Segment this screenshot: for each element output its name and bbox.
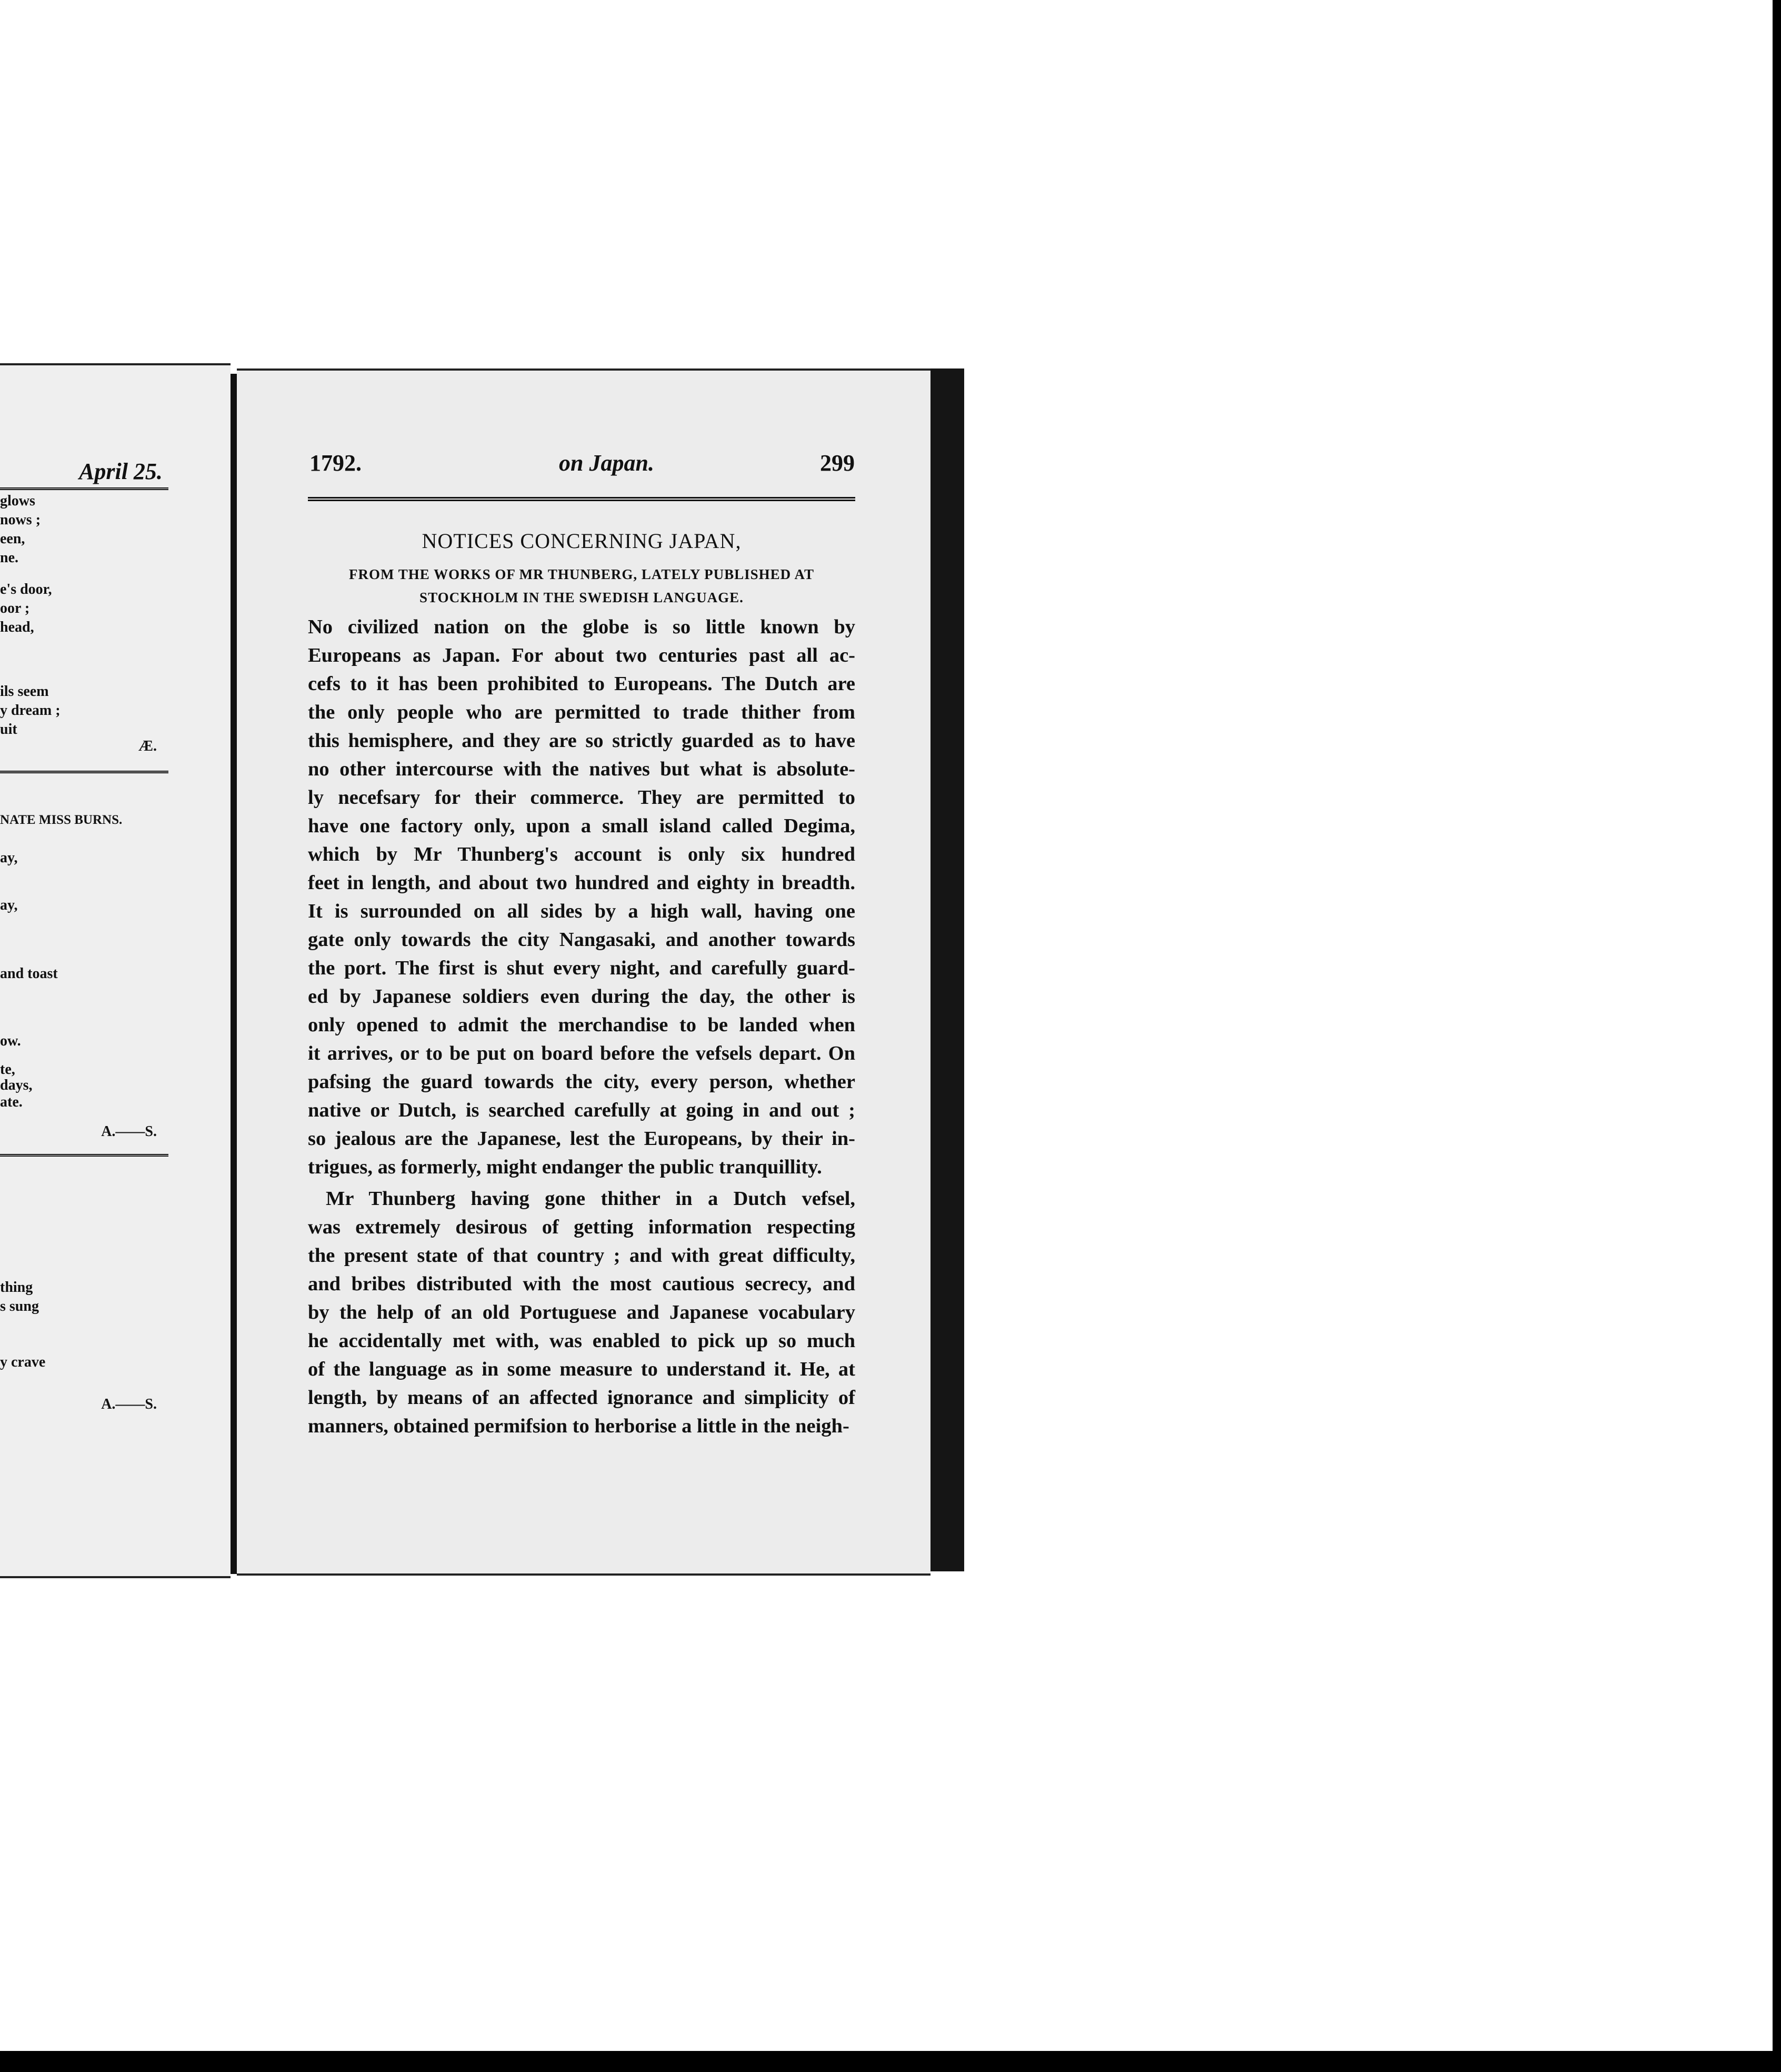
paragraph-1: [308, 613, 855, 1181]
left-fragment: ay,: [0, 897, 18, 913]
left-fragment: e's door,: [0, 581, 52, 597]
left-fragment: y dream ;: [0, 702, 61, 719]
scan-border-bottom: [0, 2051, 1781, 2072]
text-line: by the help of an old Portuguese and Japanese vocabulary: [308, 1301, 855, 1323]
text-line: of the language as in some measure to understand it. He, at: [308, 1358, 855, 1380]
text-line: which by Mr Thunberg's account is only six hundred: [308, 843, 855, 865]
text-line: this hemisphere, and they are so strictly guarded as to have: [308, 730, 855, 752]
text-line: and bribes distributed with the most cautious secrecy, and: [308, 1273, 855, 1295]
page-number: 299: [820, 450, 855, 476]
text-line: length, by means of an affected ignorance and simplicity of: [308, 1387, 855, 1409]
left-section-rule: [0, 771, 168, 773]
text-line: he accidentally met with, was enabled to pick up so much: [308, 1330, 855, 1352]
text-line: Mr Thunberg having gone thither in a Dutch vefsel,: [326, 1188, 855, 1210]
left-fragment: days,: [0, 1077, 33, 1093]
left-page: [0, 363, 231, 1578]
left-header-rule: [0, 487, 168, 490]
left-fragment: Æ.: [138, 738, 157, 754]
left-fragment: y crave: [0, 1354, 46, 1370]
article-title: NOTICES CONCERNING JAPAN,: [422, 529, 742, 553]
text-line: so jealous are the Japanese, lest the Europeans, by their in-: [308, 1128, 855, 1150]
running-head-title: on Japan.: [559, 450, 654, 476]
left-fragment: and toast: [0, 965, 58, 982]
left-fragment: oor ;: [0, 600, 30, 616]
article-subtitle: [308, 563, 855, 609]
running-head-year: 1792.: [309, 450, 362, 476]
left-fragment: s sung: [0, 1298, 39, 1314]
scan-border-right: [1773, 0, 1781, 2072]
text-line: ed by Japanese soldiers even during the day, the other is: [308, 985, 855, 1008]
text-line: the present state of that country ; and with great difficulty,: [308, 1244, 855, 1267]
left-fragment: ils seem: [0, 683, 49, 700]
text-line: the port. The first is shut every night, and carefully guard-: [308, 957, 855, 979]
left-fragment: ate.: [0, 1094, 23, 1110]
left-fragment: A.——S.: [101, 1123, 157, 1140]
text-line: feet in length, and about two hundred and eighty in breadth.: [308, 872, 855, 894]
text-line: no other intercourse with the natives but what is absolute-: [308, 758, 855, 780]
header-double-rule: [308, 497, 855, 501]
text-line: the only people who are permitted to trade thither from: [308, 701, 855, 723]
text-line: it arrives, or to be put on board before the vefsels depart. On: [308, 1042, 855, 1064]
text-line: manners, obtained permifsion to herborise a little in the neigh-: [308, 1415, 849, 1437]
right-page: [237, 368, 930, 1576]
page-edge-shadow: [930, 368, 964, 1571]
text-line: No civilized nation on the globe is so little known by: [308, 616, 855, 638]
text-line: was extremely desirous of getting information respecting: [308, 1216, 855, 1238]
text-line: have one factory only, upon a small island called Degima,: [308, 815, 855, 837]
left-fragment: uit: [0, 721, 17, 738]
left-fragment: een,: [0, 531, 25, 547]
book-gutter: [231, 374, 237, 1574]
subtitle-line: STOCKHOLM IN THE SWEDISH LANGUAGE.: [419, 590, 744, 605]
text-line: native or Dutch, is searched carefully at going in and out ;: [308, 1099, 855, 1121]
left-running-head: April 25.: [79, 459, 163, 484]
text-line: gate only towards the city Nangasaki, and another towards: [308, 929, 855, 951]
left-fragment: ne.: [0, 550, 18, 566]
text-line: It is surrounded on all sides by a high wall, having one: [308, 900, 855, 922]
text-line: only opened to admit the merchandise to be landed when: [308, 1014, 855, 1036]
left-fragment: NATE MISS BURNS.: [0, 813, 123, 827]
left-fragment: ow.: [0, 1033, 21, 1049]
text-line: ly necefsary for their commerce. They are permitted to: [308, 786, 855, 809]
left-fragment: head,: [0, 619, 34, 635]
left-fragment: te,: [0, 1061, 15, 1078]
text-line: Europeans as Japan. For about two centuries past all ac-: [308, 644, 855, 666]
paragraph-2: [308, 1184, 855, 1440]
left-fragment: glows: [0, 493, 35, 509]
left-fragment: A.——S.: [101, 1396, 157, 1412]
left-section-rule: [0, 1154, 168, 1157]
text-line: cefs to it has been prohibited to Europeans. The Dutch are: [308, 673, 855, 695]
text-line: trigues, as formerly, might endanger the public tranquillity.: [308, 1156, 822, 1178]
left-fragment: ay,: [0, 850, 18, 866]
text-line: pafsing the guard towards the city, every person, whether: [308, 1071, 855, 1093]
subtitle-line: FROM THE WORKS OF MR THUNBERG, LATELY PUBLISHED AT: [349, 566, 814, 582]
left-fragment: thing: [0, 1279, 33, 1296]
article-body: [308, 613, 855, 1440]
left-fragment: nows ;: [0, 512, 41, 528]
